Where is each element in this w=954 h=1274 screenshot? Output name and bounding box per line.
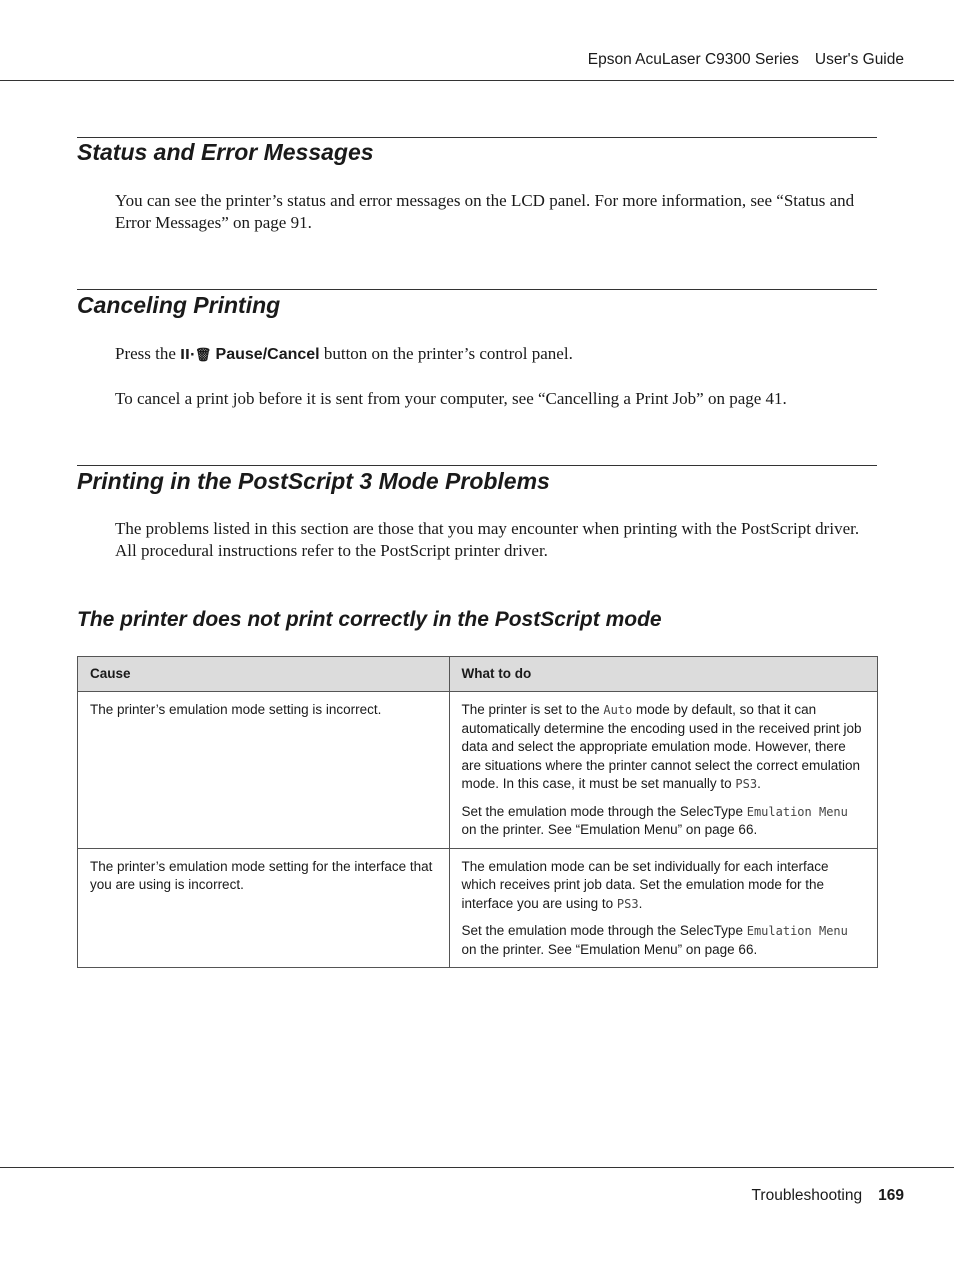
footer-section: Troubleshooting (751, 1187, 863, 1204)
solution-text: The emulation mode can be set individually for each interface which receives print job data. Set the emulation mode for the interface you are using to (461, 858, 829, 911)
code-ps3: PS3 (616, 896, 639, 911)
solution-paragraph (462, 803, 865, 840)
section-title-status: Status and Error Messages (77, 139, 374, 165)
section-rule (77, 289, 877, 290)
code-ps3: PS3 (735, 777, 758, 791)
header-guide: User's Guide (814, 51, 904, 68)
solution-text: Set the emulation mode through the SelecType (461, 923, 743, 938)
solution-text: mode by default, so that it can automatically determine the encoding used in the received print job data and select the appropriate emulation mode. However, there are situations where the printer cannot select the correct emulation mode. In this case, it must be set manually to (461, 702, 862, 791)
solution-paragraph (462, 858, 865, 914)
status-paragraph: You can see the printer’s status and error messages on the LCD panel. For more information, see “Status and Error Messages” on page 91. (115, 191, 855, 232)
code-auto: Auto (603, 703, 633, 717)
header-rule (0, 80, 954, 81)
page-number: 169 (878, 1187, 904, 1204)
code-emulation-menu: Emulation Menu (746, 924, 848, 938)
subsection-title: The printer does not print correctly in the PostScript mode (77, 608, 662, 631)
cause-cell: The printer’s emulation mode setting for the interface that you are using is incorrect. (78, 848, 450, 968)
column-header-cause: Cause (78, 657, 450, 692)
cause-cell: The printer’s emulation mode setting is incorrect. (78, 692, 450, 849)
footer-rule (0, 1167, 954, 1168)
table-row (78, 692, 878, 849)
what-to-do-cell (449, 848, 877, 968)
postscript-paragraph: The problems listed in this section are those that you may encounter when printing with the PostScript driver. All procedural instructions refer to the PostScript printer driver. (115, 519, 860, 560)
troubleshooting-table (77, 656, 878, 968)
section-title-postscript: Printing in the PostScript 3 Mode Problems (77, 468, 550, 494)
what-to-do-cell (449, 692, 877, 849)
table-row (78, 848, 878, 968)
running-footer (752, 1187, 904, 1205)
section-rule (77, 137, 877, 138)
press-suffix: button on the printer’s control panel. (323, 344, 573, 363)
table-header-row (78, 657, 878, 692)
running-header (588, 51, 904, 69)
solution-text: The printer is set to the (461, 702, 600, 717)
solution-paragraph (462, 701, 865, 794)
press-paragraph (115, 343, 877, 367)
solution-text: . (757, 776, 761, 791)
header-product: Epson AcuLaser C9300 Series (587, 51, 799, 68)
solution-text: Set the emulation mode through the SelecType (461, 803, 743, 819)
solution-text: on the printer. See “Emulation Menu” on page 66. (461, 941, 758, 957)
pause-cancel-icon: II·🗑 (180, 348, 212, 363)
solution-text: on the printer. See “Emulation Menu” on page 66. (461, 822, 758, 837)
solution-paragraph (462, 922, 865, 959)
code-emulation-menu: Emulation Menu (746, 804, 848, 819)
solution-text: . (638, 895, 643, 911)
section-rule (77, 465, 877, 466)
cancel-job-paragraph: To cancel a print job before it is sent from your computer, see “Cancelling a Print Job” on page 41. (115, 389, 787, 408)
section-title-canceling: Canceling Printing (77, 292, 281, 318)
press-prefix: Press the (115, 344, 176, 363)
pause-cancel-button-name: Pause/Cancel (215, 346, 320, 363)
column-header-what-to-do: What to do (449, 657, 877, 692)
